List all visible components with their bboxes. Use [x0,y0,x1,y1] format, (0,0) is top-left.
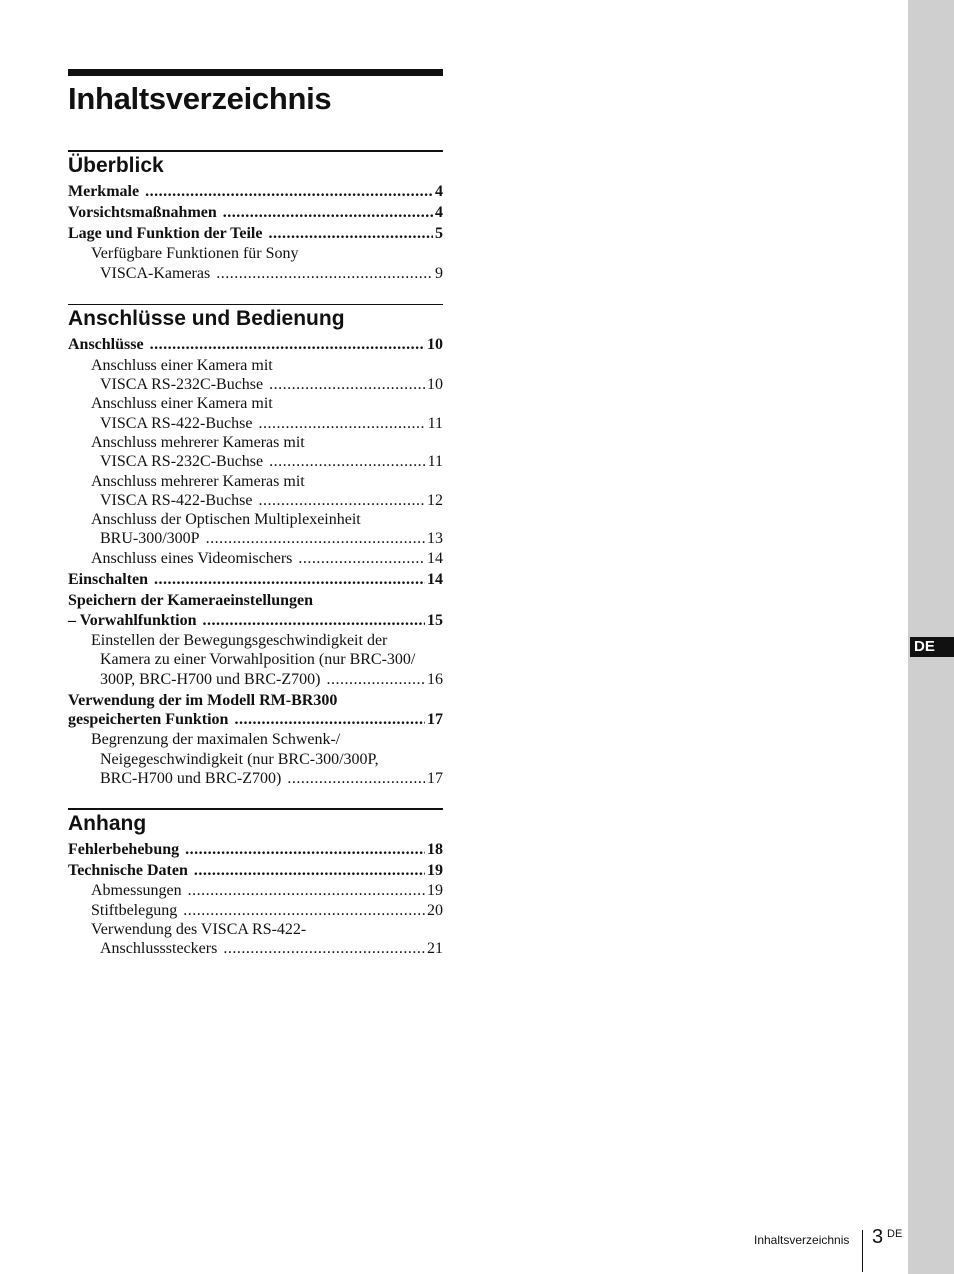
toc-entry[interactable]: Vorsichtsmaßnahmen ..... 4 [68,203,443,222]
toc-subentry[interactable]: Anschluss der Optischen Multiplexeinheit BRU-300/300P ..... 13 [68,510,443,549]
section-heading-anschluesse: Anschlüsse und Bedienung [68,307,345,331]
toc-subentry[interactable]: Stiftbelegung ..... 20 [68,901,443,920]
toc-entry[interactable]: Lage und Funktion der Teile ..... 5 [68,224,443,243]
page-title: Inhaltsverzeichnis [68,81,332,116]
toc-entry[interactable]: Anschlüsse ..... 10 [68,335,443,354]
toc-subentry[interactable]: Verwendung des VISCA RS-422- Anschlusssteckers ..... 21 [68,920,443,959]
toc-subentry[interactable]: Einstellen der Bewegungsgeschwindigkeit der Kamera zu einer Vorwahlposition (nur BRC-300/ 300P, BRC-H700 und BRC-Z700) ..... 16 [68,631,443,689]
toc-subentry[interactable]: Anschluss einer Kamera mit VISCA RS-232C-Buchse ..... 10 [68,356,443,395]
section-heading-ueberblick: Überblick [68,153,164,177]
toc-entry[interactable]: Einschalten ..... 14 [68,570,443,589]
toc-entry[interactable]: Verwendung der im Modell RM-BR300 gespeicherten Funktion ..... 17 [68,691,443,730]
toc-entry[interactable]: Speichern der Kameraeinstellungen – Vorwahlfunktion ..... 15 [68,591,443,630]
toc-subentry[interactable]: Begrenzung der maximalen Schwenk-/ Neigegeschwindigkeit (nur BRC-300/300P, BRC-H700 und BRC-Z700) ..... 17 [68,730,443,788]
toc-subentry[interactable]: Abmessungen ..... 19 [68,881,443,900]
footer-section-label: Inhaltsverzeichnis [754,1233,850,1247]
toc-entry[interactable]: Fehlerbehebung ..... 18 [68,840,443,859]
language-tab: DE [910,637,954,657]
toc-subentry[interactable]: Anschluss mehrerer Kameras mit VISCA RS-232C-Buchse ..... 11 [68,433,443,472]
toc-subentry[interactable]: Anschluss eines Videomischers ..... 14 [68,549,443,568]
title-rule [68,69,443,76]
toc-subentry[interactable]: Verfügbare Funktionen für Sony VISCA-Kameras ..... 9 [68,244,443,283]
page-number: 3 [872,1226,884,1248]
toc-entry[interactable]: Technische Daten ..... 19 [68,861,443,880]
table-of-contents [68,69,443,959]
section-heading-anhang: Anhang [68,811,147,835]
toc-subentry[interactable]: Anschluss einer Kamera mit VISCA RS-422-Buchse ..... 11 [68,394,443,433]
toc-subentry[interactable]: Anschluss mehrerer Kameras mit VISCA RS-422-Buchse ..... 12 [68,472,443,511]
page-number-suffix: DE [887,1228,903,1240]
section-rule [68,304,443,306]
section-rule [68,150,443,152]
toc-entry[interactable]: Merkmale ..... 4 [68,182,443,201]
section-rule [68,808,443,810]
footer-divider [862,1230,863,1272]
